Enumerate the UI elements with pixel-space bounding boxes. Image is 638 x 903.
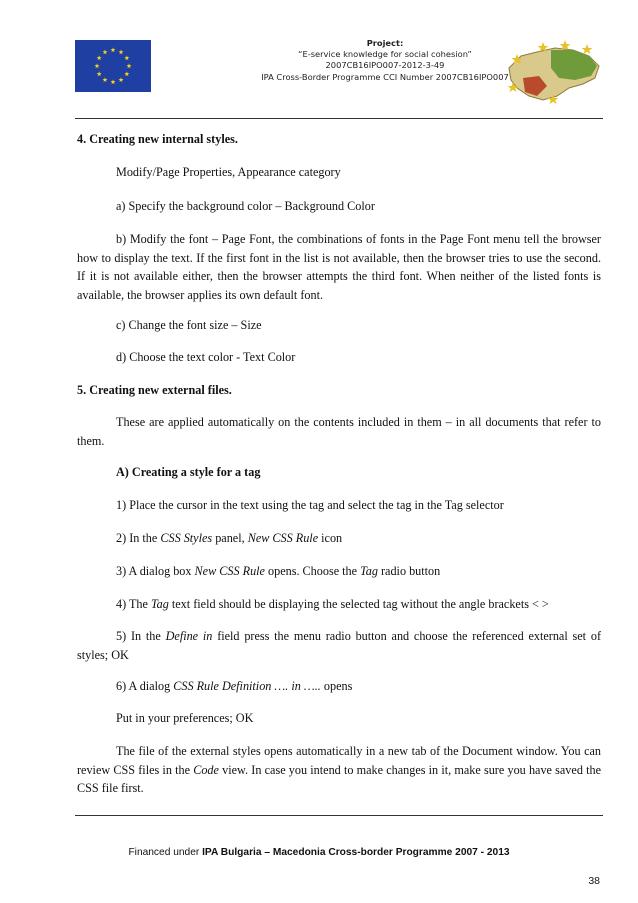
subsection-a-heading: A) Creating a style for a tag — [116, 465, 261, 479]
step-3-text: 3) A dialog box — [116, 564, 195, 578]
step-4 — [77, 595, 601, 614]
step-6 — [77, 677, 601, 696]
section-5-heading: 5. Creating new external files. — [77, 383, 232, 397]
step-b-font: b) Modify the font – Page Font, the combinations of fonts in the Page Font menu tell the browser how to display the text. If the first font in the list is not available, then the browser tries to use the second. If it is not available either, then the browser attempts the third font. When neither of the listed fonts is available, the browser applies its own default font. — [77, 232, 601, 302]
step-3 — [77, 562, 601, 581]
closing-text: view. In case you intend to make changes in it, make sure you have saved the CSS file first. — [77, 762, 601, 795]
step-3-text: radio button — [377, 564, 441, 578]
page-footer — [0, 847, 638, 858]
footer-rule — [75, 815, 603, 816]
step-1: 1) Place the cursor in the text using the tag and select the tag in the Tag selector — [116, 498, 504, 512]
step-c-size: c) Change the font size – Size — [116, 318, 262, 332]
step-2-text: panel, — [212, 531, 248, 545]
page-number: 38 — [588, 875, 600, 887]
tag-term: Tag — [150, 597, 169, 611]
project-title: “E-service knowledge for social cohesion” — [298, 49, 472, 60]
step-2-text: icon — [318, 531, 343, 545]
footer-prefix: Financed under — [128, 847, 203, 858]
step-6-text: 6) A dialog — [116, 679, 174, 693]
step-5-text: 5) In the — [116, 629, 166, 643]
programme-line: IPA Cross-Border Programme CCI Number 2007CB16IPO007 — [261, 71, 509, 82]
define-in-term: Define in — [165, 629, 213, 643]
css-rule-definition-term: CSS Rule Definition …. in ….. — [173, 679, 321, 693]
header-rule — [75, 118, 603, 119]
eu-flag-icon — [75, 40, 151, 92]
closing-paragraph — [77, 742, 601, 798]
step-2 — [77, 529, 601, 548]
new-css-rule-term: New CSS Rule — [194, 564, 265, 578]
footer-programme: IPA Bulgaria – Macedonia Cross-border Programme 2007 - 2013 — [202, 847, 510, 858]
project-label: Project: — [366, 38, 404, 48]
project-code: 2007CB16IPO007-2012-3-49 — [325, 60, 445, 71]
step-4-text: text field should be displaying the selected tag without the angle brackets < > — [168, 597, 549, 611]
step-4-text: 4) The — [116, 597, 151, 611]
bulgaria-macedonia-map-logo — [503, 38, 605, 106]
step-6-text: opens — [320, 679, 353, 693]
page-header — [75, 30, 605, 116]
step-3-text: opens. Choose the — [264, 564, 361, 578]
step-2-text: 2) In the — [116, 531, 161, 545]
tag-term: Tag — [360, 564, 378, 578]
new-css-rule-term: New CSS Rule — [247, 531, 319, 545]
step-d-color: d) Choose the text color - Text Color — [116, 350, 296, 364]
page-properties-line: Modify/Page Properties, Appearance category — [116, 165, 341, 179]
section-5-intro: These are applied automatically on the contents included in them – in all documents that refer to them. — [77, 415, 601, 448]
step-5 — [77, 627, 601, 664]
closing-text: The file of the external styles opens automatically in a new tab of the Document window. You can review CSS files in the — [77, 744, 601, 777]
code-view-term: Code — [193, 762, 219, 777]
step-5-text: field press the menu radio button and choose the referenced external set of styles; OK — [77, 629, 602, 662]
preferences-line: Put in your preferences; OK — [116, 711, 254, 725]
css-styles-term: CSS Styles — [160, 531, 213, 545]
section-4-heading: 4. Creating new internal styles. — [77, 132, 238, 146]
step-a-background: a) Specify the background color – Background Color — [116, 199, 375, 213]
